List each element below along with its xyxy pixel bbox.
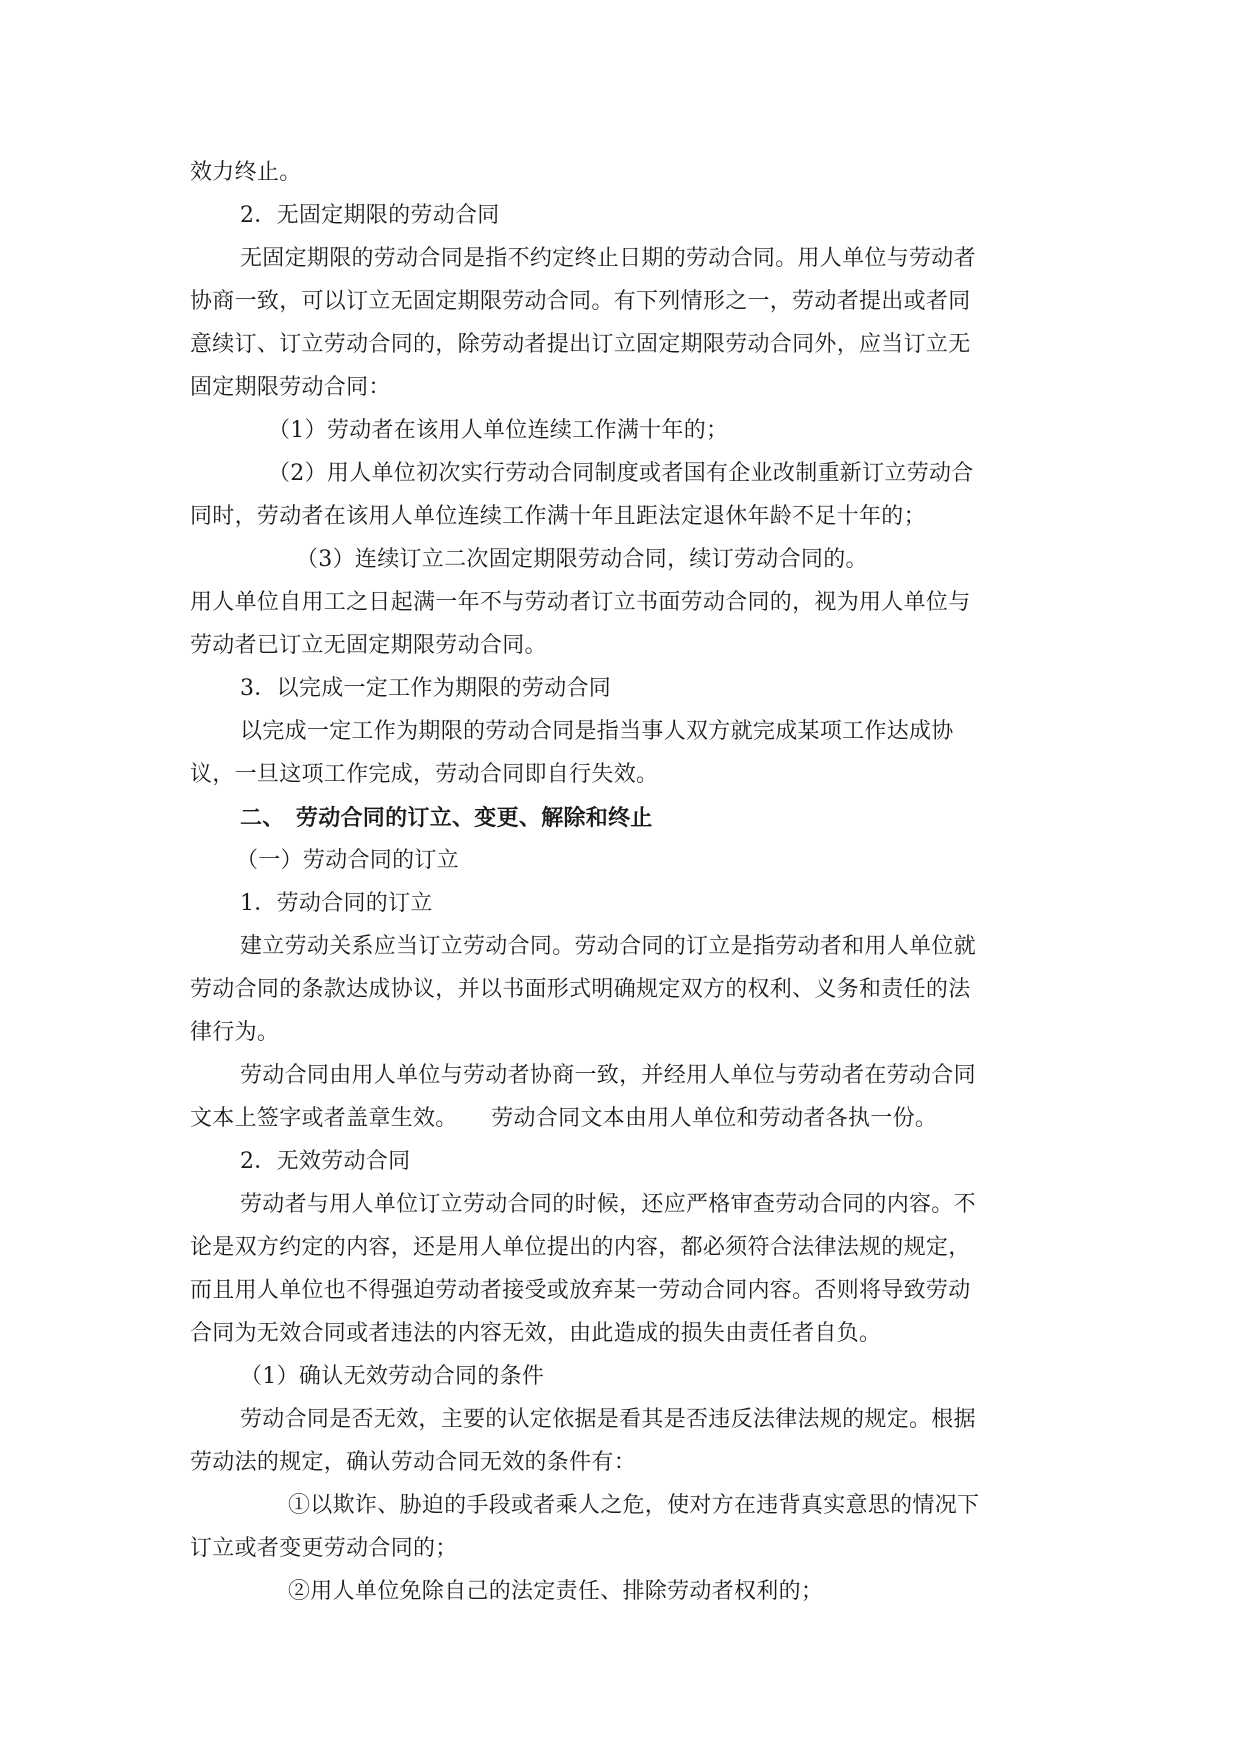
- text-line: 同时，劳动者在该用人单位连续工作满十年且距法定退休年龄不足十年的；: [190, 504, 926, 529]
- text-line: 固定期限劳动合同：: [190, 375, 391, 400]
- text-line: 律行为。: [190, 1020, 280, 1045]
- text-line: 协商一致，可以订立无固定期限劳动合同。有下列情形之一，劳动者提出或者同: [190, 289, 971, 314]
- text-line: 无固定期限的劳动合同是指不约定终止日期的劳动合同。用人单位与劳动者: [240, 246, 976, 271]
- text-line: 意续订、订立劳动合同的，除劳动者提出订立固定期限劳动合同外，应当订立无: [190, 332, 971, 357]
- text-line: 劳动合同是否无效，主要的认定依据是看其是否违反法律法规的规定。根据: [240, 1407, 976, 1432]
- section-heading: 2．无效劳动合同: [240, 1149, 411, 1174]
- text-line: 劳动合同的条款达成协议，并以书面形式明确规定双方的权利、义务和责任的法: [190, 977, 971, 1002]
- text-line: 劳动者已订立无固定期限劳动合同。: [190, 633, 547, 658]
- text-line: 以完成一定工作为期限的劳动合同是指当事人双方就完成某项工作达成协: [240, 719, 954, 744]
- text-line: 而且用人单位也不得强迫劳动者接受或放弃某一劳动合同内容。否则将导致劳动: [190, 1278, 971, 1303]
- text-line: 合同为无效合同或者违法的内容无效，由此造成的损失由责任者自负。: [190, 1321, 882, 1346]
- text-line: 劳动合同由用人单位与劳动者协商一致，并经用人单位与劳动者在劳动合同: [240, 1063, 976, 1088]
- list-item: ②用人单位免除自己的法定责任、排除劳动者权利的；: [288, 1579, 824, 1604]
- text-line: 论是双方约定的内容，还是用人单位提出的内容，都必须符合法律法规的规定，: [190, 1235, 971, 1260]
- text-line: 劳动者与用人单位订立劳动合同的时候，还应严格审查劳动合同的内容。不: [240, 1192, 976, 1217]
- chapter-heading: 二、 劳动合同的订立、变更、解除和终止: [240, 805, 653, 831]
- text-line: 订立或者变更劳动合同的；: [190, 1536, 458, 1561]
- section-heading: 1．劳动合同的订立: [240, 891, 433, 916]
- section-heading: 2．无固定期限的劳动合同: [240, 203, 500, 228]
- text-line: 用人单位自用工之日起满一年不与劳动者订立书面劳动合同的，视为用人单位与: [190, 590, 971, 615]
- section-heading: 3．以完成一定工作为期限的劳动合同: [240, 676, 612, 701]
- list-item: ①以欺诈、胁迫的手段或者乘人之危，使对方在违背真实意思的情况下: [288, 1493, 980, 1518]
- list-item: （3）连续订立二次固定期限劳动合同，续订劳动合同的。: [296, 547, 868, 572]
- text-line: 劳动法的规定，确认劳动合同无效的条件有：: [190, 1450, 637, 1475]
- text-line: 建立劳动关系应当订立劳动合同。劳动合同的订立是指劳动者和用人单位就: [240, 934, 976, 959]
- text-line: 效力终止。: [190, 160, 302, 185]
- subsection-heading: （1）确认无效劳动合同的条件: [240, 1364, 545, 1389]
- text-line: 文本上签字或者盖章生效。 劳动合同文本由用人单位和劳动者各执一份。: [190, 1106, 938, 1131]
- text-line: 议，一旦这项工作完成，劳动合同即自行失效。: [190, 762, 659, 787]
- subsection-heading: （一）劳动合同的订立: [236, 848, 460, 873]
- list-item: （1）劳动者在该用人单位连续工作满十年的；: [268, 418, 729, 443]
- list-item: （2）用人单位初次实行劳动合同制度或者国有企业改制重新订立劳动合: [268, 461, 974, 486]
